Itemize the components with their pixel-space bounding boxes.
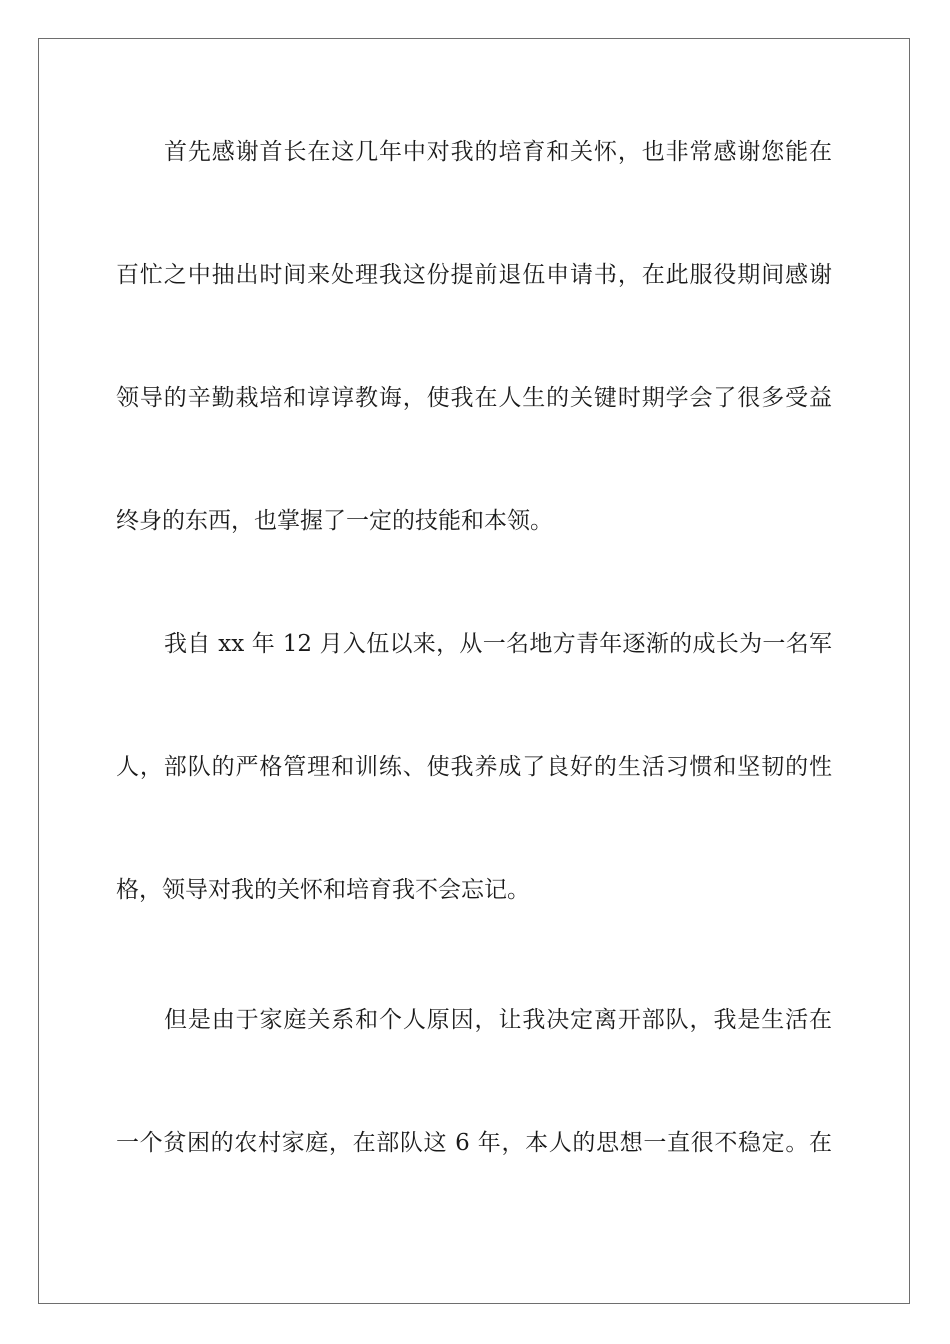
text-line: 领导的辛勤栽培和谆谆教诲，使我在人生的关键时期学会了很多受益 [116, 385, 832, 411]
text-line: 但是由于家庭关系和个人原因，让我决定离开部队，我是生活在 [164, 1007, 832, 1033]
text-line: 人，部队的严格管理和训练、使我养成了良好的生活习惯和坚韧的性 [116, 754, 832, 780]
text-line: 首先感谢首长在这几年中对我的培育和关怀，也非常感谢您能在 [164, 139, 832, 165]
page-border [38, 38, 910, 1304]
text-line: 终身的东西，也掌握了一定的技能和本领。 [116, 508, 553, 534]
text-line: 百忙之中抽出时间来处理我这份提前退伍申请书，在此服役期间感谢 [116, 262, 832, 288]
text-line: 我自 xx 年 12 月入伍以来，从一名地方青年逐渐的成长为一名军 [164, 631, 832, 657]
text-line: 格，领导对我的关怀和培育我不会忘记。 [116, 877, 530, 903]
text-line: 一个贫困的农村家庭，在部队这 6 年，本人的思想一直很不稳定。在 [116, 1130, 832, 1156]
